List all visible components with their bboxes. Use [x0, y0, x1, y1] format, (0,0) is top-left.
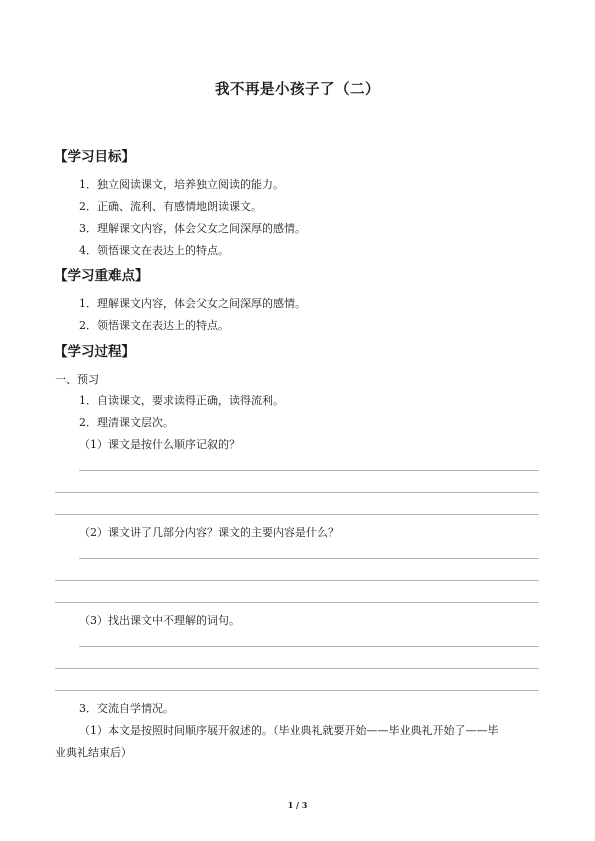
goals-heading: 【学习目标】	[54, 149, 135, 165]
goal-item-2: 2．正确、流利、有感情地朗读课文。	[79, 200, 262, 213]
answer-1-line-2: 业典礼结束后）	[55, 746, 132, 759]
answer-line[interactable]	[55, 580, 539, 581]
page-title: 我不再是小孩子了（二）	[215, 82, 380, 98]
answer-line[interactable]	[55, 492, 539, 493]
key-point-item-2: 2．领悟课文在表达上的特点。	[79, 319, 229, 332]
goal-item-4: 4．领悟课文在表达上的特点。	[79, 244, 229, 257]
answer-line[interactable]	[55, 514, 539, 515]
answer-line[interactable]	[55, 602, 539, 603]
step-3: 3．交流自学情况。	[79, 702, 174, 715]
goal-item-3: 3．理解课文内容，体会父女之间深厚的感情。	[79, 222, 306, 235]
question-1: （1）课文是按什么顺序记叙的？	[79, 438, 240, 451]
step-2: 2．理清课文层次。	[79, 416, 174, 429]
key-point-item-1: 1．理解课文内容，体会父女之间深厚的感情。	[79, 297, 306, 310]
key-points-heading: 【学习重难点】	[54, 268, 149, 284]
step-1: 1．自读课文，要求读得正确，读得流利。	[79, 394, 284, 407]
answer-1-line-1: （1）本文是按照时间顺序展开叙述的。（毕业典礼就要开始——毕业典礼开始了——毕	[79, 724, 499, 737]
question-3: （3）找出课文中不理解的词句。	[79, 614, 240, 627]
answer-line[interactable]	[79, 646, 539, 647]
answer-line[interactable]	[79, 470, 539, 471]
answer-line[interactable]	[79, 558, 539, 559]
section-preview: 一、预习	[55, 373, 99, 386]
answer-line[interactable]	[55, 690, 539, 691]
goal-item-1: 1．独立阅读课文，培养独立阅读的能力。	[79, 178, 284, 191]
question-2: （2）课文讲了几部分内容？课文的主要内容是什么？	[79, 526, 339, 539]
answer-line[interactable]	[55, 668, 539, 669]
page-number: 1 / 3	[287, 800, 308, 810]
process-heading: 【学习过程】	[54, 344, 135, 360]
